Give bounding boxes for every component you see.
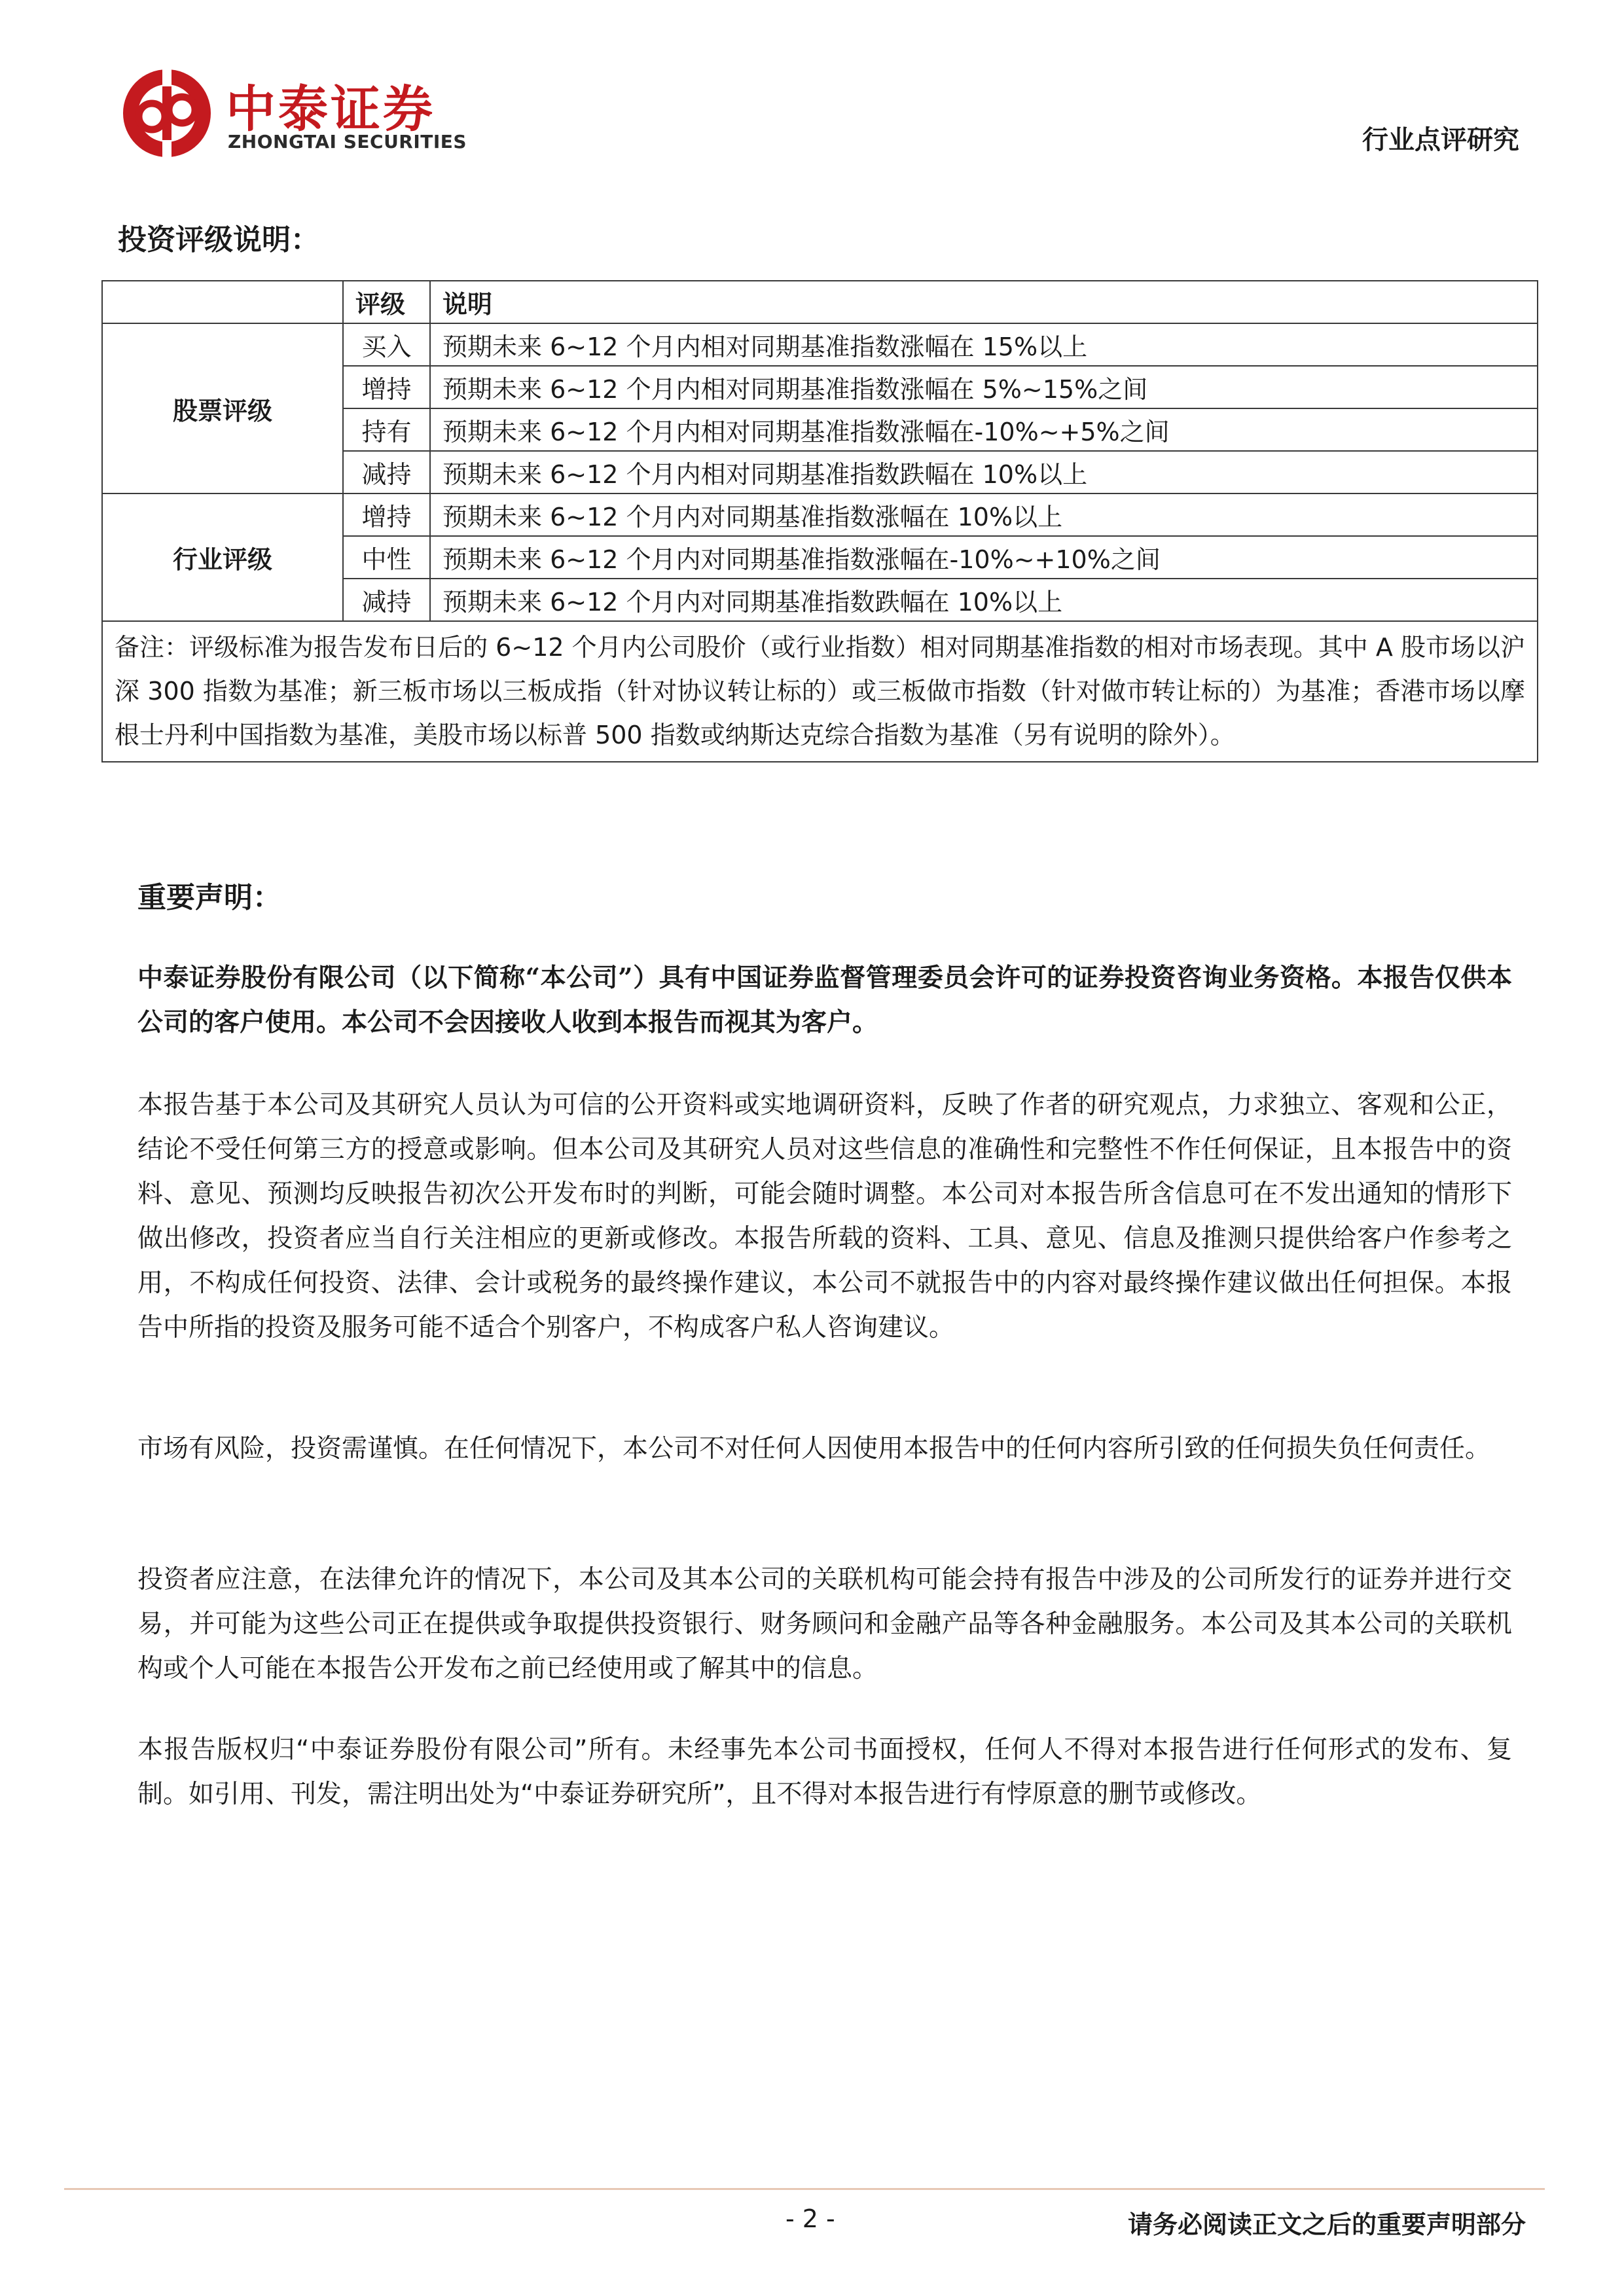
rating-level: 增持	[343, 366, 430, 408]
footer-notice: 请务必阅读正文之后的重要声明部分	[1127, 2210, 1526, 2239]
rating-level: 减持	[343, 579, 430, 621]
rating-description: 预期未来 6~12 个月内相对同期基准指数涨幅在-10%~+5%之间	[430, 408, 1538, 451]
industry-rating-group: 行业评级	[102, 493, 343, 621]
rating-description: 预期未来 6~12 个月内相对同期基准指数涨幅在 15%以上	[430, 323, 1538, 366]
rating-description: 预期未来 6~12 个月内相对同期基准指数跌幅在 10%以上	[430, 451, 1538, 493]
rating-description: 预期未来 6~12 个月内相对同期基准指数涨幅在 5%~15%之间	[430, 366, 1538, 408]
rating-level: 持有	[343, 408, 430, 451]
rating-level: 中性	[343, 536, 430, 579]
table-row	[102, 323, 1538, 366]
disclaimer-title: 重要声明：	[137, 881, 281, 914]
company-logo	[118, 64, 484, 162]
table-row	[102, 493, 1538, 536]
rating-level: 减持	[343, 451, 430, 493]
header-description: 说明	[430, 281, 1538, 323]
rating-section-title: 投资评级说明：	[118, 223, 319, 257]
disclaimer-paragraph-4: 投资者应注意，在法律允许的情况下，本公司及其本公司的关联机构可能会持有报告中涉及的公司所发行的证券并进行交易，并可能为这些公司正在提供或争取提供投资银行、财务顾问和金融产品等各种金融服务。本公司及其本公司的关联机构或个人可能在本报告公开发布之前已经使用或了解其中的信息。	[137, 1565, 1512, 1683]
disclaimer-paragraph-5: 本报告版权归“中泰证券股份有限公司”所有。未经事先本公司书面授权，任何人不得对本报告进行任何形式的发布、复制。如引用、刊发，需注明出处为“中泰证券研究所”，且不得对本报告进行有悖原意的删节或修改。	[137, 1735, 1512, 1809]
rating-description: 预期未来 6~12 个月内对同期基准指数涨幅在 10%以上	[430, 493, 1538, 536]
logo-english-name: ZHONGTAI SECURITIES	[228, 131, 467, 152]
rating-table	[101, 280, 1538, 762]
disclaimer-paragraph-3: 市场有风险，投资需谨慎。在任何情况下，本公司不对任何人因使用本报告中的任何内容所引致的任何损失负任何责任。	[137, 1434, 1491, 1463]
stock-rating-group: 股票评级	[102, 323, 343, 493]
logo-chinese-name: 中泰证券	[226, 80, 435, 138]
table-row	[102, 621, 1538, 762]
rating-table-header	[102, 281, 1538, 323]
rating-description: 预期未来 6~12 个月内对同期基准指数跌幅在 10%以上	[430, 579, 1538, 621]
rating-description: 预期未来 6~12 个月内对同期基准指数涨幅在-10%~+10%之间	[430, 536, 1538, 579]
report-type-label: 行业点评研究	[1362, 124, 1519, 155]
rating-note: 备注：评级标准为报告发布日后的 6~12 个月内公司股价（或行业指数）相对同期基准指数的相对市场表现。其中 A 股市场以沪深 300 指数为基准；新三板市场以三板成指（针对协议转让标的）或三板做市指数（针对做市转让标的）为基准；香港市场以摩根士丹利中国指数为基准，美股市场以标普 500 指数或纳斯达克综合指数为基准（另有说明的除外）。	[102, 621, 1538, 762]
rating-level: 买入	[343, 323, 430, 366]
page-number: - 2 -	[785, 2204, 835, 2233]
header-blank-cell	[102, 281, 343, 323]
header-level: 评级	[343, 281, 430, 323]
footer-divider	[64, 2188, 1545, 2190]
rating-level: 增持	[343, 493, 430, 536]
disclaimer-paragraph-2: 本报告基于本公司及其研究人员认为可信的公开资料或实地调研资料，反映了作者的研究观点，力求独立、客观和公正，结论不受任何第三方的授意或影响。但本公司及其研究人员对这些信息的准确性和完整性不作任何保证，且本报告中的资料、意见、预测均反映报告初次公开发布时的判断，可能会随时调整。本公司对本报告所含信息可在不发出通知的情形下做出修改，投资者应当自行关注相应的更新或修改。本报告所载的资料、工具、意见、信息及推测只提供给客户作参考之用，不构成任何投资、法律、会计或税务的最终操作建议，本公司不就报告中的内容对最终操作建议做出任何担保。本报告中所指的投资及服务可能不适合个别客户，不构成客户私人咨询建议。	[137, 1090, 1512, 1342]
disclaimer-paragraph-1: 中泰证券股份有限公司（以下简称“本公司”）具有中国证券监督管理委员会许可的证券投资咨询业务资格。本报告仅供本公司的客户使用。本公司不会因接收人收到本报告而视其为客户。	[137, 963, 1512, 1037]
zhongtai-logo-icon	[118, 64, 216, 162]
